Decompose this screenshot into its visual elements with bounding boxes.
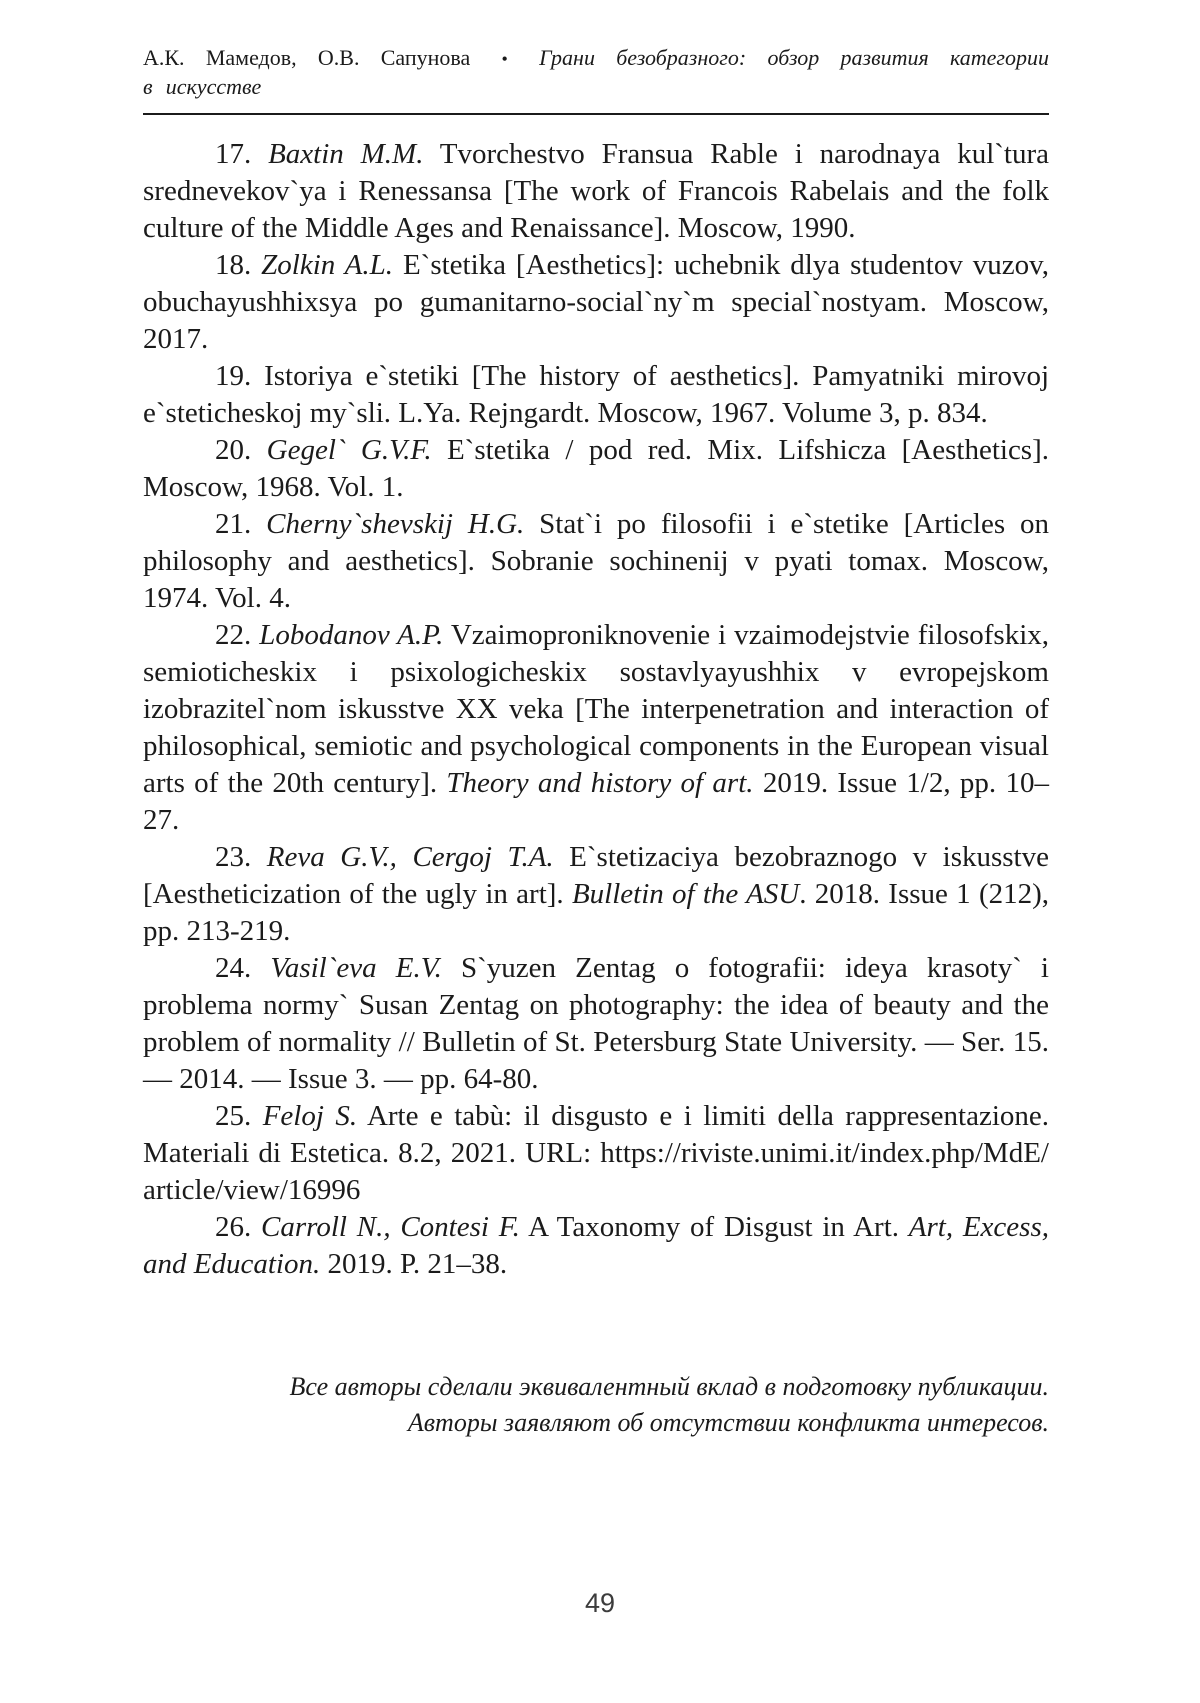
reference-italic-text: Cherny`shevskij H.G. [266,508,525,540]
note-line-conflict: Авторы заявляют об отсутствии конфликта интересов. [407,1408,1049,1437]
reference-item [143,247,1049,358]
reference-number: 26. [215,1211,262,1243]
authors-contribution-note [143,1369,1049,1441]
reference-italic-text: Lobodanov A.P. [259,619,444,651]
reference-text: Stat`i po filosofii i e`stetike [Articles on philosophy and aesthetics]. Sobranie sochinenij v pyati tomax. Moscow, 1974. Vol. 4. [143,508,1050,614]
reference-number: 24. [215,952,271,984]
reference-text: A Taxonomy of Disgust in Art. [519,1211,909,1243]
reference-text: E`stetika [Aesthetics]: uchebnik dlya studentov vuzov, obuchayushhixsya po gumanitarno-social`ny`m special`nostyam. Moscow, 2017. [143,249,1050,355]
reference-italic-text: Vasil`eva E.V. [270,952,442,984]
running-head-line1 [143,44,1049,73]
reference-italic-text: Carroll N., Contesi F. [261,1211,520,1243]
reference-italic-text: Baxtin M.M. [268,138,424,170]
reference-italic-text: Art, Excess, and Education. [143,1211,1049,1280]
reference-text: Istoriya e`stetiki [The history of aesthetics]. Pamyatniki mirovoj e`steticheskoj my`sli. L.Ya. Rejngardt. Moscow, 1967. Volume 3, p. 834. [143,360,1049,429]
note-line-contribution: Все авторы сделали эквивалентный вклад в подготовку публикации. [289,1372,1049,1401]
reference-item [143,950,1049,1098]
reference-number: 19. [215,360,265,392]
reference-item [143,136,1049,247]
reference-item [143,839,1049,950]
reference-text: Vzaimoproniknovenie i vzaimodejstvie filosofskix, semioticheskix i psixologicheskix sostavlyayushhix v evropejskom izobrazitel`nom iskusstve XX veka [The interpenetration and interaction of philosophical, semiotic and psychological components in the European visual arts of the 20th century]. [143,619,1050,799]
reference-number: 23. [215,841,267,873]
running-head-title-continued: в искусстве [143,74,262,99]
reference-item [143,506,1049,617]
reference-italic-text: Feloj S. [262,1100,358,1132]
reference-italic-text: Bulletin of the ASU [571,878,800,910]
reference-number: 18. [215,249,262,281]
reference-item [143,1209,1049,1283]
reference-text: 2019. P. 21–38. [320,1248,508,1280]
reference-number: 25. [215,1100,263,1132]
reference-item [143,432,1049,506]
reference-text: E`stetika / pod red. Mix. Lifshicza [Aesthetics]. Moscow, 1968. Vol. 1. [143,434,1050,503]
running-head-title: Грани безобразного: обзор развития категории [539,45,1050,70]
reference-italic-text: Zolkin A.L. [261,249,394,281]
bullet-separator: • [501,49,508,69]
reference-text: Arte e tabù: il disgusto e i limiti della rappresentazione. Materiali di Estetica. 8.2, 2021. URL: https:/​/​riviste.unimi.it/​index.php/​MdE/​article/​view/​16996 [143,1100,1049,1206]
reference-item [143,358,1049,432]
reference-italic-text: Theory and history of art. [446,767,754,799]
reference-number: 20. [215,434,267,466]
reference-text: Tvorchestvo Fransua Rable i narodnaya kul`tura srednevekov`ya i Renessansa [The work of Francois Rabelais and the folk culture of the Middle Ages and Renaissance]. Moscow, 1990. [143,138,1050,244]
reference-text: E`stetizaciya bezobraznogo v iskusstve [Aestheticization of the ugly in art]. [143,841,1049,910]
running-head-authors: А.К. Мамедов, О.В. Сапунова [143,45,471,70]
running-head [143,44,1049,115]
reference-item [143,1098,1049,1209]
reference-number: 22. [215,619,260,651]
reference-text: . 2018. Issue 1 (212), pp. 213-219. [143,878,1050,947]
reference-italic-text: Gegel` G.V.F. [266,434,432,466]
reference-item [143,617,1049,839]
reference-number: 17. [215,138,269,170]
document-page [143,44,1049,1441]
reference-text: S`yuzen Zentag o fotografii: ideya krasoty` i problema normy` Susan Zentag on photography: the idea of beauty and the problem of normality // Bulletin of St. Petersburg State University. — Ser. 15. — 2014. — Issue 3. — pp. 64-80. [143,952,1049,1095]
reference-italic-text: Reva G.V., Cergoj T.A. [266,841,554,873]
reference-number: 21. [215,508,267,540]
references-list [143,136,1049,1283]
page-number: 49 [584,1588,616,1618]
reference-text: 2019. Issue 1/2, pp. 10–27. [143,767,1049,836]
